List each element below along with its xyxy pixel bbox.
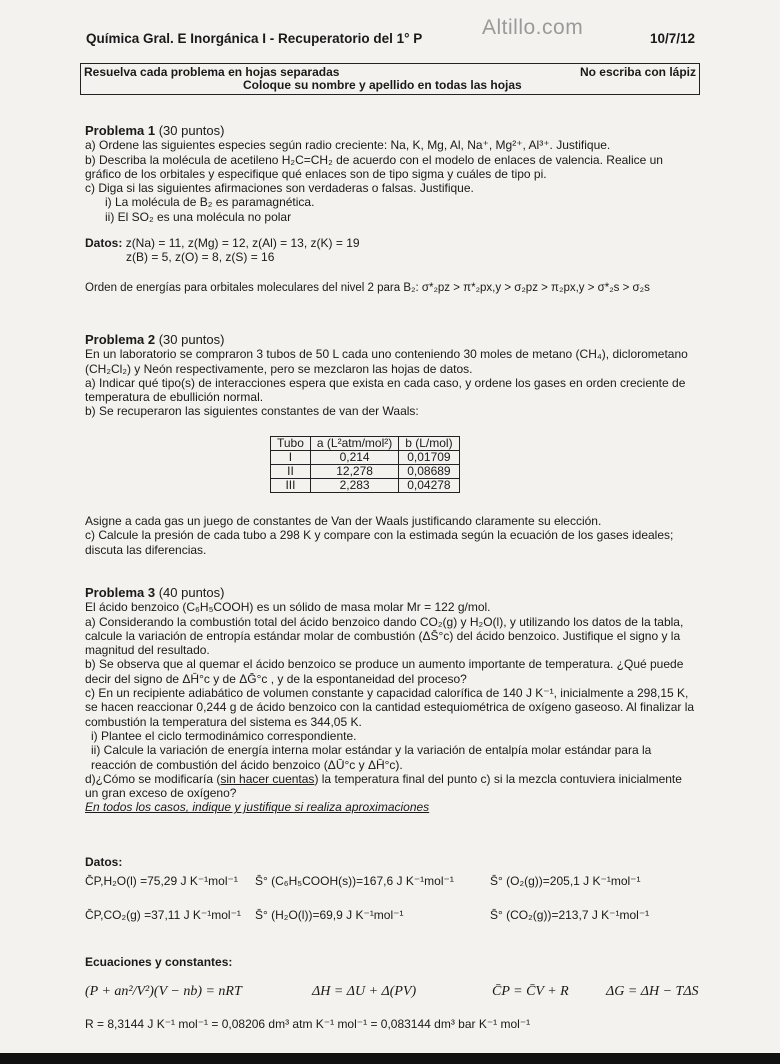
equations-label: Ecuaciones y constantes: <box>85 955 233 969</box>
problem-3-points: (40 puntos) <box>158 585 225 600</box>
problem-2-b: b) Se recuperaron las siguientes constantes de van der Waals: <box>85 404 419 419</box>
problem-3-intro: El ácido benzoico (C₆H₅COOH) es un sólido de masa molar Mr = 122 g/mol. <box>85 600 491 615</box>
table-header-row <box>271 437 460 451</box>
problem-3-d-post: ) la temperatura final del punto c) si la mezcla contuviera inicialmente un gran exceso de oxígeno? <box>85 771 682 801</box>
problem-1-datos-label: Datos: <box>85 236 123 251</box>
problem-2-asigne: Asigne a cada gas un juego de constantes de Van der Waals justificando claramente su elección. <box>85 514 602 528</box>
problem-1-c-i: i) La molécula de B₂ es paramagnética. <box>105 195 315 210</box>
data-cp-co2: C̄P,CO₂(g) =37,11 J K⁻¹mol⁻¹ <box>85 908 241 922</box>
scan-edge <box>0 1053 780 1064</box>
table-cell: 0,08689 <box>399 465 459 479</box>
heat-capacity-equation: C̄P = C̄V + R <box>492 984 569 999</box>
table-cell: 0,04278 <box>399 479 459 493</box>
problem-1-b: b) Describa la molécula de acetileno H₂C=CH₂ de acuerdo con el modelo de enlaces de valencia. Realice un gráfico de los orbitales y especifique qué enlaces son de tipo sigma y cuáles de tipo pi. <box>85 152 663 181</box>
problem-2 <box>85 333 698 419</box>
table-cell: II <box>271 465 311 479</box>
table-cell: I <box>271 451 311 465</box>
problem-3-c-i: i) Plantee el ciclo termodinámico correspondiente. <box>91 728 357 743</box>
data-s-benzoic: S̄° (C₆H₅COOH(s))=167,6 J K⁻¹mol⁻¹ <box>255 874 454 888</box>
problem-1-mo-order: Orden de energías para orbitales moleculares del nivel 2 para B₂: σ*₂pz > π*₂px,y > σ₂pz > π₂px,y > σ*₂s > σ₂s <box>85 281 650 294</box>
problem-3 <box>85 586 698 815</box>
problem-3-c: c) En un recipiente adiabático de volumen constante y capacidad calorífica de 140 J K⁻¹, inicialmente a 298,15 K, se hacen reaccionar 0,244 g de ácido benzoico con la cantidad estequiométrica de oxígeno gaseoso. Al finalizar la combustión la temperatura del sistema es 344,05 K. <box>85 686 695 729</box>
problem-1-datos-line1: z(Na) = 11, z(Mg) = 12, z(Al) = 13, z(K) = 19 <box>125 236 360 251</box>
watermark-logo: Altillo.com <box>482 16 584 39</box>
table-row <box>271 451 460 465</box>
vdw-equation: (P + an²/V²)(V − nb) = nRT <box>85 984 242 999</box>
problem-2-heading <box>85 333 698 347</box>
data-s-co2: S̄° (CO₂(g))=213,7 J K⁻¹mol⁻¹ <box>490 908 650 922</box>
data-s-water: S̄° (H₂O(l))=69,9 J K⁻¹mol⁻¹ <box>255 908 404 922</box>
problem-1-a: a) Ordene las siguientes especies según radio creciente: Na, K, Mg, Al, Na⁺, Mg²⁺, Al³⁺. Justifique. <box>85 138 611 153</box>
problem-2-a: a) Indicar qué tipo(s) de interacciones espera que exista en cada caso, y ordene los gases en orden creciente de temperatura de ebullición normal. <box>85 375 686 405</box>
table-cell: 12,278 <box>310 465 398 479</box>
enthalpy-equation: ΔH = ΔU + Δ(PV) <box>312 984 417 999</box>
gibbs-equation: ΔG = ΔH − TΔS <box>606 984 699 999</box>
problem-3-heading <box>85 586 698 600</box>
instruction-center: Coloque su nombre y apellido en todas las hojas <box>243 78 522 92</box>
instructions-box <box>80 63 700 95</box>
table-cell: 0,214 <box>310 451 398 465</box>
table-row <box>271 479 460 493</box>
data-cp-water: C̄P,H₂O(l) =75,29 J K⁻¹mol⁻¹ <box>85 874 238 888</box>
problem-1-datos <box>85 236 698 250</box>
problem-3-d <box>85 772 698 801</box>
problem-2-intro: En un laboratorio se compraron 3 tubos de 50 L cada uno conteniendo 30 moles de metano (CH₄), diclorometano (CH₂Cl₂) y Neón respectivamente, pero se mezclaron las hojas de datos. <box>85 347 688 376</box>
problem-2-points: (30 puntos) <box>158 332 225 347</box>
problem-3-note: En todos los casos, indique y justifique si realiza aproximaciones <box>85 800 430 815</box>
problem-1 <box>85 124 698 295</box>
problem-2-cont <box>85 514 698 557</box>
problem-1-heading <box>85 124 698 138</box>
problem-3-d-underlined: sin hacer cuentas <box>220 771 315 786</box>
problem-1-title: Problema 1 <box>85 123 156 138</box>
table-header: Tubo <box>271 437 311 451</box>
problem-3-b: b) Se observa que al quemar el ácido benzoico se produce un aumento importante de temperatura. ¿Qué puede decir del signo de ΔH̄°c y de ΔḠ°c , y de la espontaneidad del proceso? <box>85 657 684 686</box>
problem-3-datos-label: Datos: <box>85 855 123 869</box>
problem-3-a: a) Considerando la combustión total del ácido benzoico dando CO₂(g) y H₂O(l), y utilizando los datos de la tabla, calcule la variación de entropía estándar molar de combustión (ΔS̄°c) del ácido benzoico. Justifique el signo y la magnitud del resultado. <box>85 614 684 658</box>
instruction-left: Resuelva cada problema en hojas separadas <box>84 65 340 79</box>
gas-constant: R = 8,3144 J K⁻¹ mol⁻¹ = 0,08206 dm³ atm K⁻¹ mol⁻¹ = 0,083144 dm³ bar K⁻¹ mol⁻¹ <box>85 1017 531 1031</box>
van-der-waals-table <box>270 436 460 493</box>
exam-title: Química Gral. E Inorgánica I - Recuperatorio del 1° P <box>86 31 423 46</box>
problem-1-c: c) Diga si las siguientes afirmaciones son verdaderas o falsas. Justifique. <box>85 181 474 196</box>
table-cell: 0,01709 <box>399 451 459 465</box>
problem-1-points: (30 puntos) <box>158 123 225 138</box>
table-row <box>271 465 460 479</box>
problem-2-c: c) Calcule la presión de cada tubo a 298 K y compare con la estimada según la ecuación de los gases ideales; discuta las diferencias. <box>85 528 674 557</box>
table-cell: 2,283 <box>310 479 398 493</box>
problem-3-title: Problema 3 <box>85 585 156 600</box>
instruction-right: No escriba con lápiz <box>579 65 696 79</box>
exam-date: 10/7/12 <box>650 31 696 46</box>
table-cell: III <box>271 479 311 493</box>
table-header: a (L²atm/mol²) <box>310 437 398 451</box>
problem-3-d-pre: d)¿Cómo se modificaría ( <box>85 771 221 786</box>
problem-3-c-ii: ii) Calcule la variación de energía interna molar estándar y la variación de entalpía molar estándar para la reacción de combustión del ácido benzoico (ΔŪ°c y ΔH̄°c). <box>91 743 652 772</box>
problem-2-title: Problema 2 <box>85 332 156 347</box>
table-header: b (L/mol) <box>399 437 459 451</box>
data-s-o2: S̄° (O₂(g))=205,1 J K⁻¹mol⁻¹ <box>490 874 641 888</box>
problem-1-c-ii: ii) El SO₂ es una molécula no polar <box>105 209 292 224</box>
problem-1-datos-line2: z(B) = 5, z(O) = 8, z(S) = 16 <box>126 250 275 265</box>
